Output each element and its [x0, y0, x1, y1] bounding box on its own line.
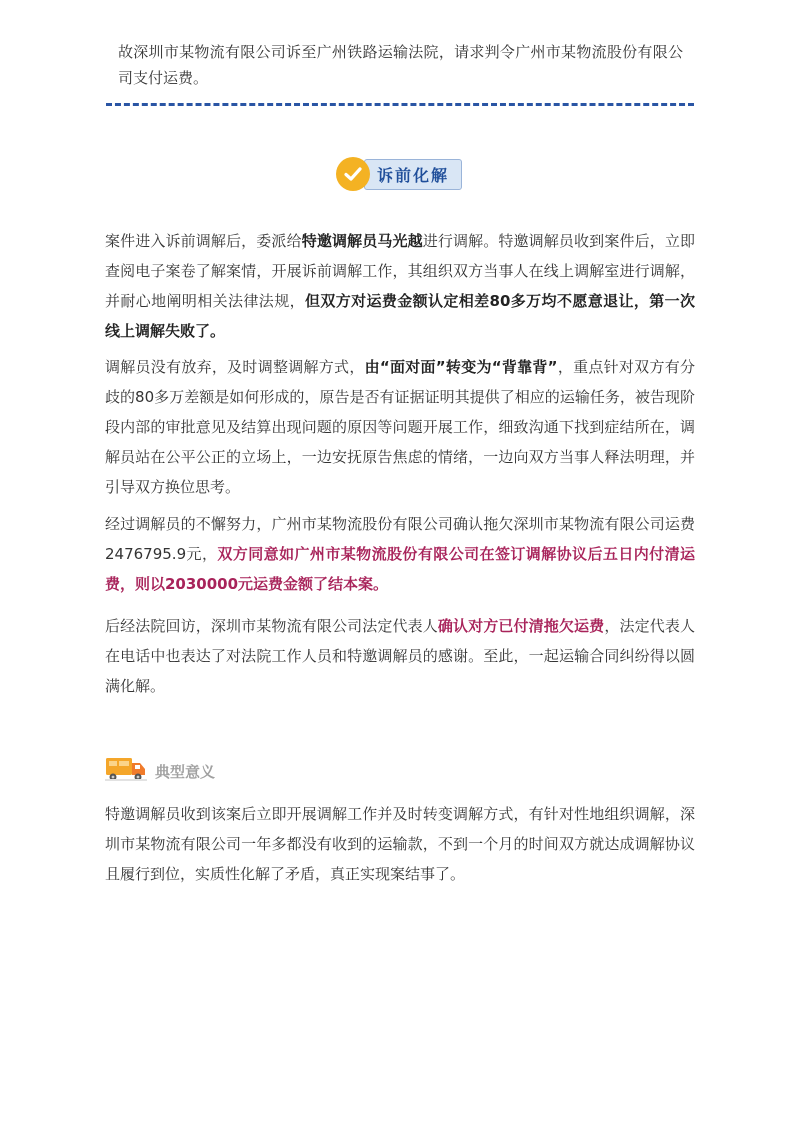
text-run: ，重点针对双方有分歧的80多万差额是如何形成的，原告是否有证据证明其提供了相应的运输任务，被告现阶段内部的审批意见及结算出现问题的原因等问题开展工作，细致沟通下找到症结所在，调解员站在公平公正的立场上，一边安抚原告焦虑的情绪，一边向双方当事人释法明理，并引导双方换位思考。: [105, 358, 695, 496]
mediation-method-change: 由“面对面”转变为“背靠背”: [364, 358, 558, 376]
paragraph-mediation-start: [105, 226, 695, 346]
payment-confirmed: 确认对方已付清拖欠运费: [437, 617, 605, 635]
first-mediation-failed: 但双方对运费金额认定相差80多万均不愿意退让，第一次线上调解失败了。: [105, 292, 695, 340]
text-run: 后经法院回访，深圳市某物流有限公司法定代表人: [105, 617, 438, 635]
text-run: 进行调解。特邀调解员收到案件后，立即查阅电子案卷了解案情，开展诉前调解工作，其组织双方当事人在线上调解室进行调解，并耐心地阐明相关法律法规，: [105, 232, 695, 310]
paragraph-followup: [105, 611, 695, 701]
paragraph-significance: 特邀调解员收到该案后立即开展调解工作并及时转变调解方式，有针对性地组织调解，深圳市某物流有限公司一年多都没有收到的运输款，不到一个月的时间双方就达成调解协议且履行到位，实质性化解了矛盾，真正实现案结事了。: [105, 805, 695, 883]
truck-icon: [105, 755, 147, 787]
text-run: 调解员没有放弃，及时调整调解方式，: [105, 358, 365, 376]
check-circle-icon: [336, 157, 370, 191]
section-badge-label: 诉前化解: [364, 159, 462, 190]
intro-paragraph: 故深圳市某物流有限公司诉至广州铁路运输法院，请求判令广州市某物流股份有限公司支付运费。: [118, 43, 683, 87]
agreement-terms: 双方同意如广州市某物流股份有限公司在签订调解协议后五日内付清运费，则以2030000元运费金额了结本案。: [105, 545, 695, 593]
section-badge: [336, 156, 462, 192]
text-run: ，法定代表人在电话中也表达了对法院工作人员和特邀调解员的感谢。至此，一起运输合同纠纷得以圆满化解。: [105, 617, 695, 695]
section-divider: [106, 103, 694, 106]
text-run: 经过调解员的不懈努力，广州市某物流股份有限公司确认拖欠深圳市某物流有限公司运费2476795.9元，: [105, 515, 695, 563]
text-run: 案件进入诉前调解后，委派给: [105, 232, 302, 250]
paragraph-agreement: [105, 509, 695, 599]
typical-significance-heading: [105, 756, 215, 786]
paragraph-mediation-adjust: [105, 352, 695, 502]
typical-significance-title: 典型意义: [155, 762, 216, 781]
mediator-name: 特邀调解员马光越: [301, 232, 423, 250]
